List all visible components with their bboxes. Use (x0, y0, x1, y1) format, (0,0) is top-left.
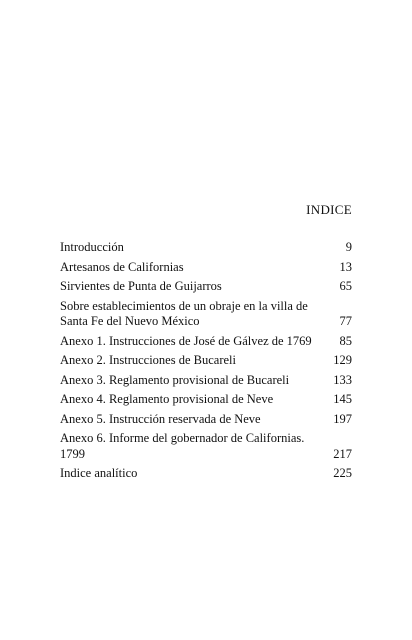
toc-entry-title: Anexo 1. Instrucciones de José de Gálvez de 1769 (60, 333, 312, 348)
toc-entry-page: 225 (333, 466, 352, 480)
toc-entry (60, 373, 352, 389)
toc-entry-page: 9 (345, 240, 352, 254)
toc-entry-page: 77 (339, 314, 352, 328)
toc-entry (60, 412, 352, 428)
toc-entry (60, 260, 352, 276)
toc-entry (60, 279, 352, 295)
toc-entry-page: 65 (339, 279, 352, 293)
toc-entry-title: Artesanos de Californias (60, 259, 184, 274)
toc-entry (60, 466, 352, 482)
toc-entry-title: Anexo 4. Reglamento provisional de Neve (60, 392, 274, 406)
toc-entry-title: Sobre establecimientos de un obraje en la villa de Santa Fe del Nuevo México (60, 298, 308, 328)
toc-entry-title: Anexo 2. Instrucciones de Bucareli (60, 353, 236, 367)
toc-entry-page: 129 (333, 353, 352, 367)
toc-entry-title: Introducción (60, 240, 124, 254)
toc-entry-page: 133 (333, 372, 352, 387)
toc-entry-title: Indice analítico (60, 466, 138, 480)
page-heading: INDICE (306, 202, 352, 217)
toc-entry-title: Sirvientes de Punta de Guijarros (60, 279, 222, 293)
toc-entry (60, 240, 352, 256)
toc-entry (60, 299, 352, 330)
toc-entry-page: 145 (333, 392, 352, 406)
toc-entry-title: Anexo 3. Reglamento provisional de Bucareli (60, 372, 290, 387)
toc-entry-page: 85 (339, 333, 352, 348)
toc-entry-page: 197 (333, 411, 352, 426)
toc-entry-title: Anexo 5. Instrucción reservada de Neve (60, 411, 261, 426)
toc-entry-page: 13 (339, 259, 352, 274)
toc-entry (60, 334, 352, 350)
toc-entry (60, 353, 352, 369)
toc-entry-page: 217 (333, 446, 352, 461)
toc-entry (60, 431, 352, 462)
toc-entry (60, 392, 352, 408)
table-of-contents (60, 240, 352, 486)
toc-entry-title: Anexo 6. Informe del gobernador de Californias. 1799 (60, 431, 305, 461)
